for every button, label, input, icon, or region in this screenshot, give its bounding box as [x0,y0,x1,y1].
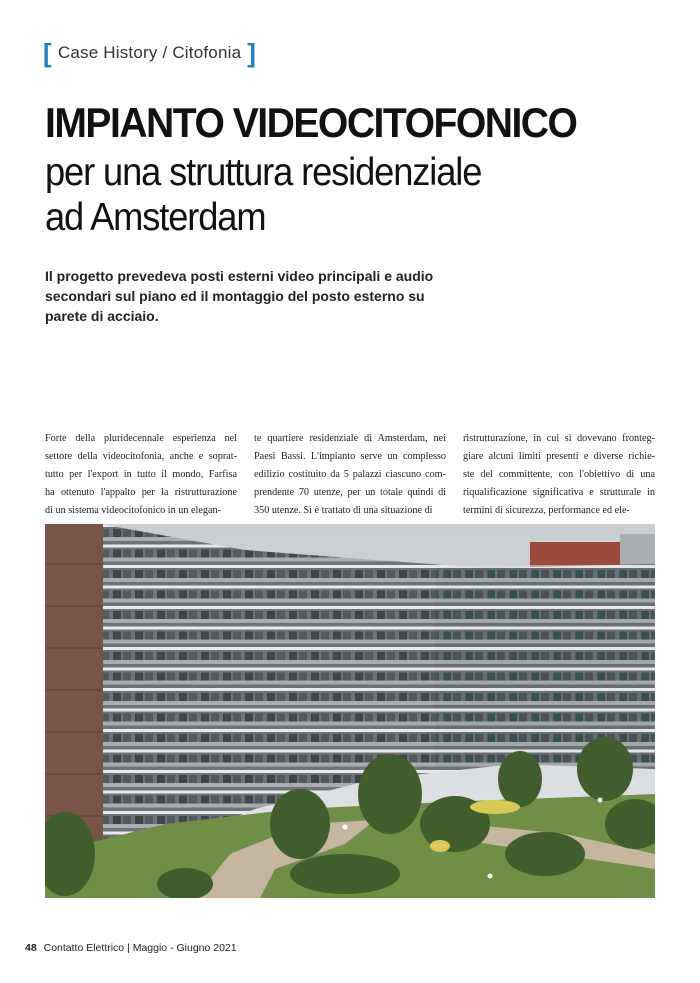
subtitle-line: per una struttura residenziale [45,151,482,194]
lead-line: secondari sul piano ed il montaggio del posto esterno su [45,288,425,304]
bracket-left: [ [43,38,52,68]
body-line: ristrutturazione, in cui si dovevano fronteg- [463,433,655,444]
section-tag [43,40,256,66]
body-line: tutto per l'export in tutto il mondo, Farfisa [45,469,237,480]
body-column-2 [254,430,446,520]
article-title: IMPIANTO VIDEOCITOFONICO [45,99,577,146]
page-footer [25,942,237,958]
body-column-3 [463,430,655,520]
body-line: termini di sicurezza, performance ed ele- [463,505,630,516]
body-line: ha ottenuto l'appalto per la ristrutturazione [45,487,237,498]
body-line: settore della videocitofonia, anche e soprat- [45,451,237,462]
body-line: ste del committente, con l'obiettivo di una [463,469,655,480]
lead-paragraph [45,266,445,326]
page-number: 48 [25,942,37,954]
lead-line: parete di acciaio. [45,308,159,324]
body-line: 350 utenze. Si è trattato di una situazione di [254,505,433,516]
body-line: di un sistema videocitofonico in un elegan- [45,505,221,516]
bracket-right: ] [247,38,257,68]
lead-line: Il progetto prevedeva posti esterni video principali e audio [45,268,434,284]
section-label: Case History / Citofonia [57,43,242,62]
building-photo-art [45,524,655,898]
body-line: riqualificazione significativa e strutturale in [463,487,655,498]
subtitle-line: ad Amsterdam [45,196,266,239]
building-photo [45,524,655,898]
body-line: Paesi Bassi. L'impianto serve un complesso [254,451,446,462]
body-column-1 [45,430,237,520]
body-line: prendente 70 utenze, per un totale quindi di [254,487,446,498]
body-line: edilizio costituito da 5 palazzi ciascuno com- [254,469,446,480]
article-subtitle [45,150,481,240]
body-line: Forte della pluridecennale esperienza nel [45,433,237,444]
body-line: giare alcuni limiti presenti e diverse richie- [463,451,655,462]
body-line: te quartiere residenziale di Amsterdam, nei [254,433,446,444]
footer-publication: Contatto Elettrico | Maggio - Giugno 2021 [43,942,237,954]
